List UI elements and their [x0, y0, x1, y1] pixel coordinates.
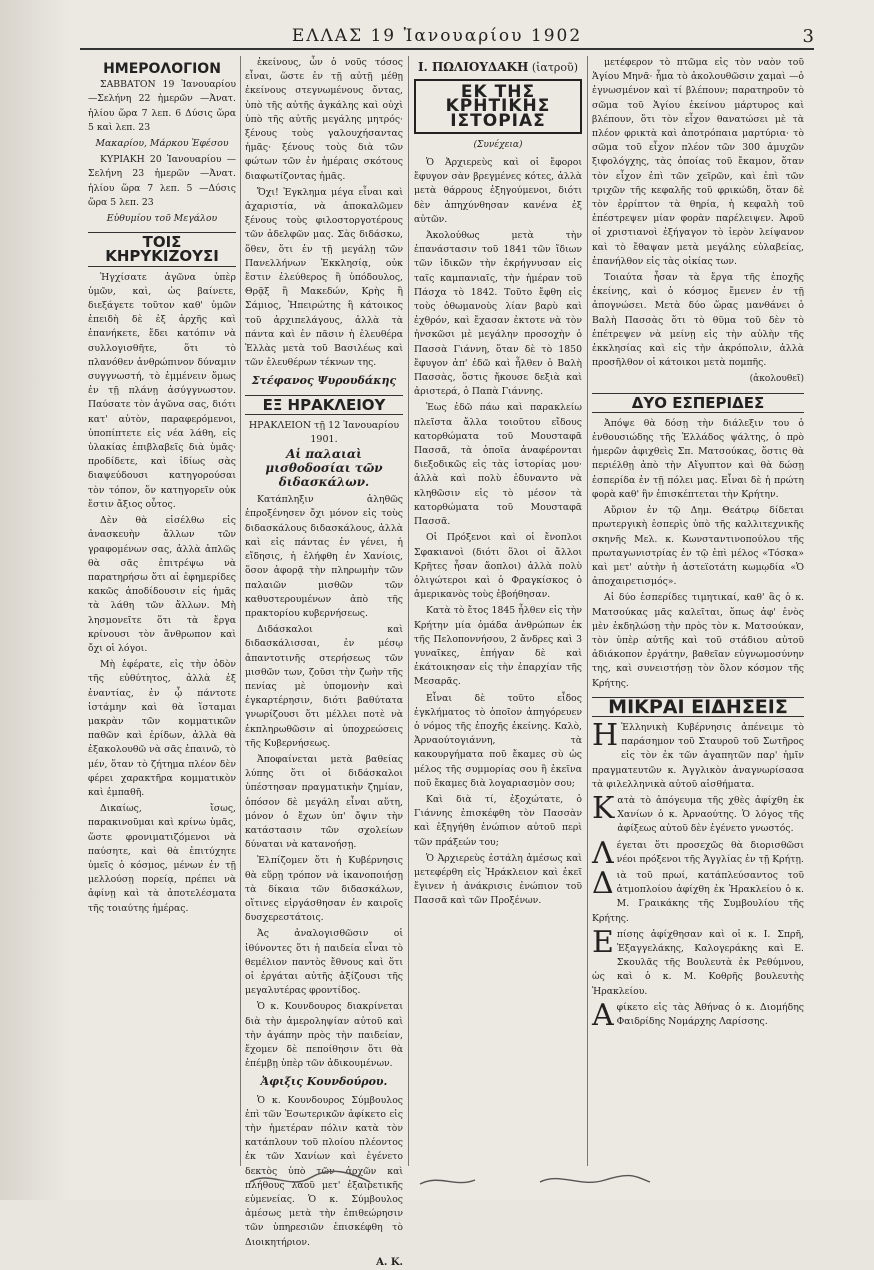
article-paragraph: Αἱ δύο ἑσπερίδες τιμητικαί, καθ' ἃς ὁ κ. Ματσούκας μᾶς καλεῖται, ὅπως ἀφ' ἑνὸς μὲν ἐκδηλώσῃ τὴν πρὸς τὸν κ. Ματσούκαν, τὸν ὑπὲρ αὐτῆς καὶ τοῦ στάδιου αὐτοῦ ἀδιάκοπον ἐργάτην, βαθεῖαν εὐγνωμοσύνην της, καὶ συνειστήσῃ τὸν ὅλον κόσμον τῆς Κρήτης.	[592, 592, 804, 689]
article-paragraph: Ὁ κ. Κουνδουρος διακρίνεται διὰ τὴν ἀμεροληψίαν αὐτοῦ καὶ τὴν ἀγάπην πρὸς τὴν παιδείαν, ἔχομεν δὲ πεποίθησιν ὅτι θὰ ἐπέμβῃ ὑπὲρ τῶν ἀδικουμένων.	[245, 1001, 403, 1070]
calendar-sunday-saints: Εὐθυμίου τοῦ Μεγάλου	[106, 213, 218, 225]
column-1	[88, 56, 236, 1166]
continued-note: (ἀκολουθεῖ)	[749, 374, 804, 385]
column-3	[414, 56, 582, 1166]
news-brief-text: ατὰ τὸ ἀπόγευμα τῆς χθὲς ἀφίχθη ἐκ Χανίων ὁ κ. Ἀρναούτης. Ὁ λόγος τῆς ἀφίξεως αὐτοῦ δὲν ἐγένετο γνωστός.	[617, 794, 804, 835]
drop-cap: Κ	[592, 790, 615, 826]
article-paragraph: Ὁ Ἀρχιερεὺς καὶ οἱ ἔφοροι ἔφυγον σὰν βρεγμένες κότες, ἀλλὰ μετὰ θάρρους ἐξηγούμενοι, διότι δὲν ἀπηχύνθησαν κανένα ἐξ αὐτῶν.	[414, 157, 582, 225]
drop-cap: Η	[592, 717, 619, 753]
article-paragraph: Ἀκολούθως μετὰ τὴν ἐπανάστασιν τοῦ 1841 τῶν ἴδιων τῶν ἰδικῶν τὴν ἐκρήγνυσαν εἰς ταῖς καμπανιαῖς, τὴν ἡμέραν τοῦ Πάσχα τὸ 1842. Τοῦτο ἔφθη εἰς τοὺς ὀθωμανοὺς λίαν βαρὺ καὶ ἐχθρόν, καὶ ἔχασαν ἐκτοτε νὰ τὸν ἠνσκῶσι μὲ μεγάλην προσοχὴν ὁ Πασσὰ Γιάννη, ὅταν δὲ τὸ 1850 ἔφυγον ἀπ' ἐδῶ καὶ ἦλθεν ὁ Βαλὴ Πασσὰς, ὅστις ἤκουσε δεξιὰ καὶ ἀριστερά, ὁ Παπὰ Γιάννης.	[414, 230, 582, 398]
drop-cap: Λ	[592, 835, 614, 871]
article-paragraph: Κατάπληξιν ἀληθῶς ἐπροξένησεν ὄχι μόνον εἰς τοὺς διδασκάλους διδασκάλους, ἀλλὰ καὶ εἰς πάντας ἐν γένει, ἡ εἴδησις, ἡ ἐλήφθη ἐν Χανίοις, ὅσον ἀφορᾷ τὴν πληρωμὴν τῶν παλαιῶν μισθῶν τῶν καθυστερουμένων ἀπὸ τῆς πρακτορίου κυβερνήσεως.	[245, 494, 403, 619]
article-paragraph: ἐκείνους, ὧν ὁ νοῦς τόσος εἶναι, ὥστε ἐν τῇ αὐτῇ μέθῃ ἐκείνους στεγνωμένους ὄντας, ὑπὸ τῆς αὐτῆς ἀγκάλης καὶ οὐχὶ ὑπὸ τῆς αὐτῆς μεγάλης μητρός· ξένους τοὺς γαλουχήσαντας ἡμᾶς· ξένους τοὺς διὰ τῶν φώτων τῶν ἐν ἡμέραις σκότους διαφωτίζοντας ἡμᾶς.	[245, 57, 403, 182]
article-paragraph: Ὄχι! Ἐγκλημα μέγα εἶναι καὶ ἀχαριστία, νὰ ἀποκαλῶμεν ξένους τοὺς φιλοστοργοτέρους τῶν ἀδελφῶν μας. Σὰς διδάσκω, ὅθεν, ὅτι ἐν τῇ μεγάλῃ τῶν Πανελλήνων Ἐκκλησίᾳ, οὐκ ἔστιν ἐλεύθερος ἢ ὑπόδουλος, Θρᾷξ ἢ Μακεδών, Κρὴς ἢ Σάμιος, Ἠπειρώτης ἢ κάτοικος τοῦ ἀρχιπελάγους, ἀλλὰ τὰ πάντα καὶ ἐν πᾶσιν ἡ ἐλευθέρα Ἑλλὰς μετὰ τοῦ Βασιλέως καὶ τῶν ἐλευθέρων τέκνων της.	[245, 186, 403, 369]
column-rule	[587, 56, 588, 1166]
news-brief	[592, 865, 804, 926]
news-brief-text: Ἑλληνικὴ Κυβέρνησις ἀπένειμε τὸ παράσημον τοῦ Σταυροῦ τοῦ Σωτῆρος εἰς τὸν ἐκ τῶν ἀγαπητῶν παρ' ἡμῖν πραγματευτῶν κ. Ἀγγλικὸν ἀναγνωρίσασα τὰ φιλελληνικὰ αὐτοῦ αἰσθήματα.	[592, 721, 804, 790]
calendar-sunday: ΚΥΡΙΑΚΗ 20 Ἰανουαρίου —Σελήνη 23 ἡμερῶν —Ἀνατ. ἡλίου ὥρα 7 λεπ. 5 —Δύσις ὥρα 5 λεπ. 23	[88, 154, 236, 208]
drop-cap: Ε	[592, 924, 614, 960]
calendar-saturday: ΣΑΒΒΑΤΟΝ 19 Ἰανουαρίου —Σελήνη 22 ἡμερῶν —Ἀνατ. ἡλίου ὥρα 7 λεπ. 6 Δύσις ὥρα 5 καὶ λεπ. 23	[88, 79, 236, 133]
article-paragraph: Ἐλπίζομεν ὅτι ἡ Κυβέρνησις θὰ εὕρῃ τρόπον νὰ ἱκανοποιήσῃ τὰ δίκαια τῶν διδασκάλων, οἵτινες εἰργάσθησαν ἐν καιροῖς δυσχερεστάτοις.	[245, 855, 403, 924]
article-paragraph: Καὶ διὰ τί, ἐξοχώτατε, ὁ Γιάννης ἐπισκέφθη τὸν Πασσὰν καὶ ἐξηγήθη ἐνώπιον αὐτοῦ περὶ τῶν πράξεών του;	[414, 793, 582, 848]
author-title: (ἰατροῦ)	[531, 61, 578, 74]
news-brief	[592, 717, 804, 792]
signature: Στέφανος Ψυρουδάκης	[251, 374, 397, 388]
article-headline: Αἱ παλαιαὶ μισθοδοσίαι τῶν διδασκάλων.	[265, 447, 383, 490]
column-4	[592, 56, 804, 1166]
section-subheading: Ἀφιξις Κουνδούρου.	[260, 1075, 388, 1089]
article-heading: ΕΞ ΗΡΑΚΛΕΙΟΥ	[245, 395, 403, 415]
news-briefs	[592, 717, 804, 1033]
article-heading: ΤΟΙΣ ΚΗΡΥΚΙΖΟΥΣΙ	[88, 232, 236, 266]
article-paragraph: Ἠγχίσατε ἀγῶνα ὑπὲρ ὑμῶν, καὶ, ὡς βαίνετε, διεξάγετε τοῦτον καθ' ὑμῶν ἐπειδὴ δὲ ἐξ ἀρχῆς καὶ ἐπανήκετε, ἔδει κατόπιν νὰ συλλογισθῆτε, ὅτι τὸ πλανόθεν ἀνθρώπινον δύναμιν συγγνωστή, τὸ ἐμμένειν ὅμως ἐν τῇ πλάνῃ ἀσύγγνωστον. Παύσατε τὸν ἀγῶνα σας, διότι κατ' αὐτὸν, παραφερόμενοι, ὑποπίπτετε εἰς νέα λάθη, εἰς ὑλακίας ἐπιβλαβεῖς διὰ ὑμᾶς· προδίδετε, καὶ ἰδίως σὰς διαψεύδουσι κατηγορούσαι τὸν τόπον, ὅν κατηγορεῖν οὐκ ἔστιν ἄξιος οὗτος.	[88, 271, 236, 510]
article-paragraph: Ὁ κ. Κουνδουρος Σύμβουλος ἐπὶ τῶν Ἐσωτερικῶν ἀφίκετο εἰς τὴν ἡμετέραν πόλιν κατὰ τὸν κατάπλουν τοῦ πλοίου πλέοντος ἐκ τῶν Χανίων καὶ ἐγένετο δεκτὸς ὑπὸ τῶν ἀρχῶν καὶ πλήθους λαοῦ μετ' ἐξαιρετικῆς εὐμενείας. Ὁ κ. Σύμβουλος ἀμέσως μετὰ τὴν ἐπιθεώρησιν τῶν ὑπηρεσιῶν ἐπισκέφθη τὸ Διοικητήριον.	[245, 1094, 403, 1248]
article-author	[414, 60, 582, 75]
news-brief	[592, 924, 804, 999]
column-2	[245, 56, 403, 1268]
scan-edge-shadow	[0, 0, 70, 1200]
article-paragraph: Οἱ Πρόξενοι καὶ οἱ ἔνοπλοι Σφακιανοὶ (διότι ὅλοι οἱ ἄλλοι Κρῆτες ἦσαν ἄοπλοι) ἀλλὰ πολὺ ὀλιγώτεροι καὶ ὁ Φραγκίσκος ὁ ἀμερικανὸς τοὺς ἐβοήθησαν.	[414, 532, 582, 601]
article-paragraph: Τοιαύτα ἦσαν τὰ ἔργα τῆς ἐποχῆς ἐκείνης, καὶ ὁ κόσμος ἔμενεν ἐν τῇ ἀπογνώσει. Μετὰ δύο ὥρας μανθάνει ὁ Βαλὴ Πασσὰς ὅτι τὸ θῦμα τοῦ δὲν τὸ ἐπέτρεψεν νὰ μείνῃ εἰς τὴν αὐλὴν τῆς ἐκκλησίας καὶ εἰς τὴν ἀκρόπολιν, ἀλλὰ προσῆλθον οἱ κάτοικοι μετὰ πομπῆς.	[592, 272, 804, 369]
article-paragraph: μετέφερον τὸ πτῶμα εἰς τὸν ναὸν τοῦ Ἁγίου Μηνᾶ· ἦμα τὸ ἀκολουθῶσιν χαμαὶ —ὁ ἐγνωσμένον καὶ τί βλέπουν; παρατηροῦν τὸ σῶμα τοῦ Ἁγίου ἐκείνου μάρτυρος καὶ βλέπουν, ὅτι τὸν εἶχον θανατώσει μὲ τὰ πλέον φρικτὰ καὶ ἀποτρόπαια μαρτύρια· τὸ σῶμα τοῦ εἶχον πλέον τῶν 300 ἀμυχῶν ξιφολόγχης, τὰς ὁποίας τοῦ ἔκαμον, ὅταν τὸν εἶχον ἐπὶ τῶν χεῖρῶν, καὶ ἐπὶ τῶν τριχῶν τῆς κεφαλῆς τοῦ φρικώδη, ὅταν δὲ τὸν ἐρρίπτον τὰ θηρία, ἡ κεφαλὴ τοῦ ἐπέστρεψεν μίαν φορὰν παρέλειψεν. Ἀφοῦ οἱ χριστιανοὶ ἐξήγαγον τὸ ἱερὸν λείψανον καὶ τὸ ἔθαψαν μετὰ μεγάλης εὐλαβείας, ἐπανήλθον εἰς τὰς οἰκίας των.	[592, 57, 804, 267]
news-brief	[592, 835, 804, 871]
calendar-heading: ΗΜΕΡΟΛΟΓΙΟΝ	[103, 61, 221, 77]
article-heading: ΜΙΚΡΑΙ ΕΙΔΗΣΕΙΣ	[592, 697, 804, 717]
column-rule	[408, 56, 409, 1166]
article-paragraph: Κατὰ τὸ ἔτος 1845 ἦλθεν εἰς τὴν Κρήτην μία ὁμάδα ἀνθρώπων ἐκ τῆς Πελοποννήσου, 2 ἄνδρες καὶ 3 γυναῖκες, ἐπήγαν δὲ καὶ ἐκάτοικησαν εἰς τὴν ἐπαρχίαν τῆς Μεσαρᾶς.	[414, 605, 582, 688]
masthead-title: ΕΛΛΑΣ 19 Ἰανουαρίου 1902	[291, 26, 583, 46]
news-brief	[592, 790, 804, 837]
article-paragraph: Δικαίως, ἴσως, παρακινοῦμαι καὶ κρίνω ὑμᾶς, ὥστε φρονιματιζόμενοι νὰ παύσητε, καὶ θὰ ἐπιτύχητε ὑμεῖς ὁ κόσμος, μένων ἐν τῇ μελλούσῃ πορείᾳ, πρέπει νὰ ἀφίνῃ καὶ τὰ ἀποτελέσματα τῆς τοιαύτης ἡμέρας.	[88, 803, 236, 914]
calendar-saturday-saints: Μακαρίου, Μάρκου Ἐφέσου	[95, 138, 229, 150]
article-paragraph: Ἀπόψε θὰ δόσῃ τὴν διάλεξιν του ὁ ἐνθουσιώδης τῆς Ἑλλάδος ψάλτης, ὁ πρὸ ἡμερῶν ἀφιχθεὶς Σπ. Ματσούκας, ὅστις θὰ περιέλθῃ ἀπὸ τὴν Αἴγυπτον καὶ θὰ δώσῃ ἐσπερίδα ἐν τῇ πόλει μας. Εἶναι δὲ ἡ πρώτη φορὰ καθ' ἣν ἐπισκέπτεται τὴν Κρήτην.	[592, 417, 804, 500]
author-name: Ι. ΠΩΛΙΟΥΔΑΚΗ	[417, 60, 529, 74]
article-paragraph: Ἀποφαίνεται μετὰ βαθείας λύπης ὅτι οἱ διδάσκαλοι ὑπέστησαν πραγματικὴν ζημίαν, ὁπόσον δὲ μεγάλη εἶναι αὕτη, μόνον ὁ ἔχων ὑπ' ὄψιν τὴν κατάστασιν τῶν σχολείων δύναται νὰ κατανοήσῃ.	[245, 753, 403, 851]
article-paragraph: Αὔριον ἐν τῷ Δημ. Θεάτρῳ δίδεται πρωτεργικὴ ἑσπερὶς ὑπὸ τῆς καλλιτεχνικῆς σκηνῆς Μελ. κ. Κωνσταντινοπούλου τῆς πρωταγωνιστρίας ἐν τῷ ἐπὶ μέλος «Τόσκα» καὶ μετ' αὐτὴν ἡ ἀστεϊοτάτη κωμῳδία «Ὁ ἀποχαιρετισμός».	[592, 505, 804, 588]
drop-cap: Δ	[592, 865, 614, 901]
news-brief-text: έγεται ὅτι προσεχῶς θὰ διορισθῶσι νέοι πρόξενοι τῆς Ἀγγλίας ἐν τῇ Κρήτῃ.	[616, 839, 804, 865]
article-paragraph: Μὴ ἐφέρατε, εἰς τὴν ὁδὸν τῆς εὐθύτητος, ἀλλὰ ἐξ ἐναντίας, ἐν ᾧ πάντοτε ἱστάμην καὶ θὰ ἵσταμαι μακρὰν τῶν κομματικῶν παθῶν καὶ ἐρίδων, ἀλλὰ θὰ ἐξακολουθῶ νὰ σᾶς ἐπαινῶ, τὸ μέν, ὅταν τὸ ζήτημα πλέον δὲν φέρει χαρακτῆρα κομματικὸν καὶ ἐμπαθῆ.	[88, 659, 236, 798]
article-subtitle: (Συνέχεια)	[473, 139, 523, 150]
column-rule	[240, 56, 241, 1166]
article-paragraph: Ἀς ἀναλογισθῶσιν οἱ ἰθύνοντες ὅτι ἡ παιδεία εἶναι τὸ θεμέλιον παντὸς ἔθνους καὶ ὅτι οἱ ἐργάται αὐτῆς ἀξίζουσι τῆς μεγαλυτέρας φροντίδος.	[245, 928, 403, 997]
dateline: ΗΡΑΚΛΕΙΟΝ τῇ 12 Ἰανουαρίου 1901.	[248, 419, 400, 446]
news-brief	[592, 997, 804, 1033]
news-brief-text: πίσης ἀφίχθησαν καὶ οἱ κ. Ι. Σπρῆ, Ἐξαγγελάκης, Καλογεράκης καὶ Ε. Σκουλᾶς τῆς Βουλευτὰ ἐκ Ρεθύμνου, ὡς καὶ ὁ κ. Μ. Κοθρῆς βουλευτὴς Ἡρακλείου.	[592, 928, 804, 997]
article-paragraph: Ὁ Ἀρχιερεὺς ἐστάλη ἀμέσως καὶ μετεφέρθη εἰς Ἡράκλειον καὶ ἐκεῖ ἔγινεν ἡ ἀνάκρισις ἐνώπιον τοῦ Πασσᾶ καὶ τῶν Προξένων.	[414, 852, 582, 907]
article-paragraph: Εἶναι δὲ τοῦτο εἶδος ἐγκλήματος τὸ ὁποῖον ἀπηγόρευεν ὁ νόμος τῆς ἐποχῆς ἐκείνης. Καλὸ, Ἀρναούτογιάννη, τὰ κακουργήματα ποῦ ἔκαμες σὺ ὡς μέλος τῆς συμμορίας σου ἢ ἐκεῖνα ποῦ ἔκαμες διὰ λογαριασμὸν σου;	[414, 692, 582, 789]
news-brief-text: φίκετο εἰς τὰς Ἀθήνας ὁ κ. Διομήδης Φαιδρίδης Νομάρχης Λαρίσσης.	[616, 1001, 804, 1027]
drop-cap: Α	[592, 997, 614, 1033]
article-paragraph: Ἐως ἐδῶ πάω καὶ παρακλείω πλεῖστα ἄλλα τοιοῦτου εἴδους κατορθώματα τοῦ Μουσταφᾶ Πασσᾶ, τὰ ὁποῖα ἀναφέρονται διεξοδικῶς εἰς τὰς ἱστορίας μου· ἀλλὰ καὶ πολὺ ἐδυναντο νὰ κληθῶσιν εἰς τὸ μέσον τὰ κατορθώματα τοῦ Μουσταφᾶ Πασσᾶ.	[414, 402, 582, 528]
masthead-rule	[80, 48, 814, 50]
news-brief-text: ιὰ τοῦ πρωί, κατάπλεύσαντος τοῦ ἀτμοπλοίου ἀφίχθη ἐκ Ἡρακλείου ὁ κ. Μ. Γραικάκης τῆς Συμβουλίου τῆς Κρήτης.	[592, 869, 804, 924]
article-heading: ΕΚ ΤΗΣ ΚΡΗΤΙΚΗΣ ΙΣΤΟΡΙΑΣ	[414, 79, 582, 134]
author-initials: Α. Κ.	[376, 1256, 403, 1268]
article-heading: ΔΥΟ ΕΣΠΕΡΙΔΕΣ	[592, 393, 804, 413]
handwritten-scrawl	[240, 1168, 660, 1190]
page-number: 3	[802, 26, 814, 47]
article-paragraph: Διδάσκαλοι καὶ διδασκάλισσαι, ἐν μέσῳ ἀπαντοτινῆς στερήσεως τῶν μισθῶν των, ζοῦσι τὴν ζωὴν τῆς πενίας μὲ ὑπομονὴν καὶ ἐγκαρτέρησιν, διότι βαθύτατα γνωρίζουσι ὅτι μέλλει ποτὲ νὰ ἐκπληρωθῶσιν αἱ ὑποχρεώσεις τῆς Κυβερνήσεως.	[245, 624, 403, 749]
article-paragraph: Δὲν θὰ εἰσέλθω εἰς ἀνασκευὴν ἄλλων τῶν γραφομένων σας, ἀλλὰ ἀπλῶς θὰ σᾶς ἐπιτρέψω νὰ παρατηρήσω ὅτι αἱ ἐφημερίδες κακῶς ἀποδίδουσιν εἰς ἡμᾶς τὰ λάθη τῶν ἄλλων. Μὴ λησμονεῖτε ὅτι τὰ ἔργα κρίνουσι τὸν ἄνθρωπον καὶ ὄχι οἱ λόγοι.	[88, 515, 236, 654]
